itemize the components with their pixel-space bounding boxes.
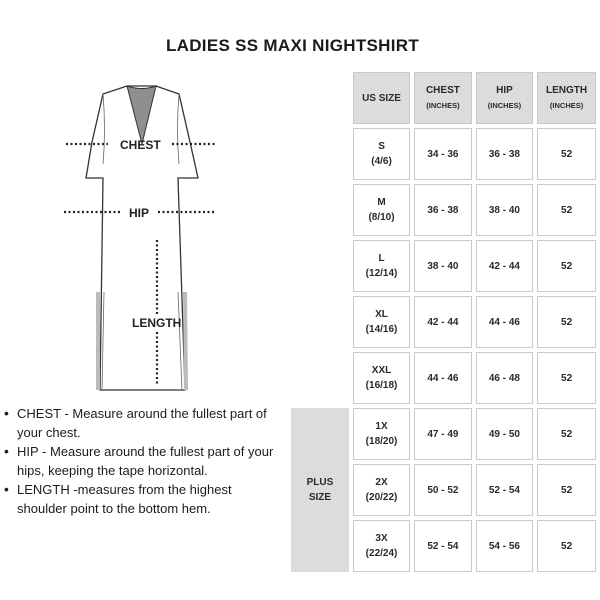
length-cell: 52 bbox=[537, 184, 596, 236]
garment-diagram bbox=[0, 60, 280, 400]
blank-corner bbox=[291, 72, 349, 124]
table-header-row bbox=[291, 72, 596, 124]
hip-cell: 36 - 38 bbox=[476, 128, 533, 180]
right-slit-shade bbox=[185, 292, 186, 390]
table-row bbox=[291, 408, 596, 460]
header-us-size: US SIZE bbox=[353, 72, 410, 124]
note-hip: • HIP - Measure around the fullest part of your hips, keeping the tape horizontal. bbox=[3, 442, 283, 480]
hip-label: HIP bbox=[129, 206, 150, 220]
table-row bbox=[291, 128, 596, 180]
page-title: LADIES SS MAXI NIGHTSHIRT bbox=[165, 36, 420, 55]
length-cell: 52 bbox=[537, 520, 596, 572]
size-cell: 1X (18/20) bbox=[353, 408, 410, 460]
size-chart-table bbox=[287, 68, 600, 576]
plus-size-label: PLUS SIZE bbox=[291, 408, 349, 572]
size-cell: XXL (16/18) bbox=[353, 352, 410, 404]
length-label: LENGTH bbox=[132, 316, 182, 330]
hip-cell: 44 - 46 bbox=[476, 296, 533, 348]
hip-cell: 49 - 50 bbox=[476, 408, 533, 460]
length-cell: 52 bbox=[537, 352, 596, 404]
chest-cell: 36 - 38 bbox=[414, 184, 472, 236]
nightshirt-illustration bbox=[0, 60, 280, 400]
note-length: • LENGTH -measures from the highest shoulder point to the bottom hem. bbox=[3, 480, 283, 518]
size-cell: 3X (22/24) bbox=[353, 520, 410, 572]
header-length: LENGTH (INCHES) bbox=[537, 72, 596, 124]
header-hip: HIP (INCHES) bbox=[476, 72, 533, 124]
hip-cell: 46 - 48 bbox=[476, 352, 533, 404]
chest-cell: 34 - 36 bbox=[414, 128, 472, 180]
chest-cell: 44 - 46 bbox=[414, 352, 472, 404]
size-cell: M (8/10) bbox=[353, 184, 410, 236]
hip-cell: 38 - 40 bbox=[476, 184, 533, 236]
size-cell: S (4/6) bbox=[353, 128, 410, 180]
size-cell: 2X (20/22) bbox=[353, 464, 410, 516]
chest-cell: 52 - 54 bbox=[414, 520, 472, 572]
length-cell: 52 bbox=[537, 240, 596, 292]
blank-cell bbox=[291, 128, 349, 404]
length-cell: 52 bbox=[537, 128, 596, 180]
chest-cell: 42 - 44 bbox=[414, 296, 472, 348]
chest-cell: 38 - 40 bbox=[414, 240, 472, 292]
note-chest: • CHEST - Measure around the fullest part of your chest. bbox=[3, 404, 283, 442]
chest-cell: 50 - 52 bbox=[414, 464, 472, 516]
chest-label: CHEST bbox=[120, 138, 161, 152]
hip-cell: 42 - 44 bbox=[476, 240, 533, 292]
measurement-notes bbox=[3, 404, 283, 518]
hip-cell: 54 - 56 bbox=[476, 520, 533, 572]
size-cell: XL (14/16) bbox=[353, 296, 410, 348]
size-cell: L (12/14) bbox=[353, 240, 410, 292]
length-cell: 52 bbox=[537, 296, 596, 348]
chest-cell: 47 - 49 bbox=[414, 408, 472, 460]
header-chest: CHEST (INCHES) bbox=[414, 72, 472, 124]
hip-cell: 52 - 54 bbox=[476, 464, 533, 516]
length-cell: 52 bbox=[537, 408, 596, 460]
length-cell: 52 bbox=[537, 464, 596, 516]
